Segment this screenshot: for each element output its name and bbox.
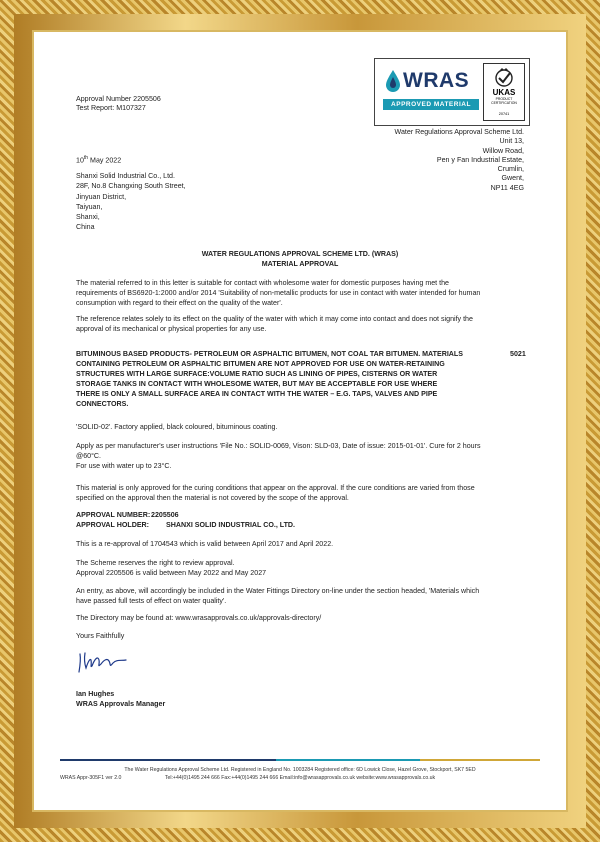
closing-salutation: Yours Faithfully	[76, 632, 125, 640]
directory-entry-note: An entry, as above, will accordingly be included in the Water Fittings Directory on-line under the section headed, 'Materials which	[76, 587, 480, 595]
review-note: The Scheme reserves the right to review approval.	[76, 559, 235, 567]
ukas-wordmark: UKAS	[492, 88, 516, 97]
ukas-subtitle: PRODUCT CERTIFICATION	[491, 97, 517, 105]
approval-number-value: 2205506	[151, 511, 179, 519]
curing-conditions: This material is only approved for the curing conditions that appear on the approval. If the cure conditions are varied from those	[76, 484, 475, 492]
recipient-line: 28F, No.8 Changxing South Street,	[76, 182, 186, 191]
approval-number-ref: Approval Number 2205506	[76, 95, 161, 103]
approval-holder-value: SHANXI SOLID INDUSTRIAL CO., LTD.	[166, 521, 296, 529]
sender-line: Gwent,	[501, 174, 524, 183]
category-description: THERE IS ONLY A SMALL SURFACE AREA IN CONTACT WITH THE WATER – E.G. TAPS, VALVES AND PIPE	[76, 390, 438, 398]
water-drop-icon	[385, 69, 401, 93]
test-report-ref: Test Report: M107327	[76, 104, 146, 112]
scope-paragraph: approval of its mechanical or physical properties for any use.	[76, 325, 267, 333]
intro-paragraph: requirements of BS6920-1:2000 and/or 2014 'Suitability of non-metallic products for use in contact with water intended for human	[76, 289, 481, 297]
sender-line: Crumlin,	[497, 165, 524, 174]
letter-date: 10th May 2022	[76, 155, 122, 165]
approved-material-banner: APPROVED MATERIAL	[383, 99, 479, 110]
recipient-line: China	[76, 223, 95, 232]
validity-note: Approval 2205506 is valid between May 2022 and May 2027	[76, 569, 267, 577]
application-instructions: Apply as per manufacturer's user instructions 'File No.: SOLID-0069, Vison: SLD-03, Date of issue: 2015-01-01'. Cure for 2 hours	[76, 442, 481, 450]
application-instructions: @60°C.	[76, 452, 102, 460]
footer-divider	[60, 759, 540, 761]
recipient-line: Shanxi Solid Industrial Co., Ltd.	[76, 172, 175, 180]
footer-registration: The Water Regulations Approval Scheme Ltd. Registered in England No. 1003284 Registered office: 6D Lowick Close, Hazel Grove, Stockport, SK7 5ED	[124, 767, 476, 773]
document-subheading: MATERIAL APPROVAL	[261, 260, 339, 268]
category-description: BITUMINOUS BASED PRODUCTS- PETROLEUM OR ASPHALTIC BITUMEN, NOT COAL TAR BITUMEN. MATERIALS	[76, 350, 463, 358]
ukas-number: 20741	[498, 112, 510, 116]
crown-tick-icon	[493, 67, 515, 87]
category-description: CONTAINING PETROLEUM OR ASPHALTIC BITUMEN ARE NOT APPROVED FOR USE ON WATER-RETAINING	[76, 360, 445, 368]
sender-address	[395, 128, 524, 193]
signature	[76, 648, 132, 676]
curing-conditions: specified on the approval then the material is not covered by the scope of the approval.	[76, 494, 349, 502]
category-description: STRUCTURES WITH LARGE SURFACE:VOLUME RATIO SUCH AS LINING OF PIPES, CISTERNS OR WATER	[76, 370, 438, 378]
product-description: 'SOLID-02'. Factory applied, black coloured, bituminous coating.	[76, 423, 278, 431]
sender-line: NP11 4EG	[490, 183, 524, 192]
category-description: CONNECTORS.	[76, 400, 129, 408]
approval-holder-label: APPROVAL HOLDER:	[76, 521, 150, 529]
signatory-title: WRAS Approvals Manager	[76, 700, 166, 708]
sender-line: Water Regulations Approval Scheme Ltd.	[394, 128, 524, 136]
sender-line: Willow Road,	[482, 146, 524, 155]
sender-line: Unit 13,	[499, 137, 524, 146]
category-description: STORAGE TANKS IN CONTACT WITH WHOLESOME WATER, BUT MAY BE ACCEPTABLE FOR USE WHERE	[76, 380, 438, 388]
sender-line: Pen y Fan Industrial Estate,	[436, 155, 524, 164]
approval-number-label: APPROVAL NUMBER:	[76, 511, 151, 519]
recipient-line: Jinyuan District,	[76, 192, 127, 201]
directory-link[interactable]: The Directory may be found at: www.wrasapprovals.co.uk/approvals-directory/	[76, 614, 322, 622]
intro-paragraph: The material referred to in this letter is suitable for contact with wholesome water for domestic purposes having met the	[76, 279, 449, 287]
intro-paragraph: consumption with regard to their effect on the quality of the water'.	[76, 299, 283, 307]
document-heading: WATER REGULATIONS APPROVAL SCHEME LTD. (WRAS)	[201, 250, 399, 258]
footer-contact: Tel:+44(0)1495 244 666 Fax:+44(0)1495 244 666 Email:info@wrasapprovals.co.uk website:www.wrasapprovals.co.uk	[164, 775, 436, 781]
temperature-limit: For use with water up to 23°C.	[76, 462, 172, 470]
scope-paragraph: The reference relates solely to its effect on the quality of the water with which it may come into contact and does not signify the	[76, 315, 473, 323]
directory-entry-note: have passed full tests of effect on water quality'.	[76, 597, 227, 605]
reapproval-note: This is a re-approval of 1704543 which is valid between April 2017 and April 2022.	[76, 540, 334, 548]
ukas-logo	[483, 63, 525, 121]
recipient-address	[76, 172, 186, 233]
wras-wordmark: WRAS	[403, 69, 470, 92]
footer-form-code: WRAS Appr-305F1 ver 2.0	[60, 775, 122, 781]
signatory-name: Ian Hughes	[76, 690, 115, 698]
category-code: 5021	[510, 350, 526, 358]
recipient-line: Taiyuan,	[76, 202, 103, 211]
wras-logo	[379, 63, 479, 119]
certification-logo-block	[374, 58, 530, 126]
recipient-line: Shanxi,	[76, 213, 100, 222]
